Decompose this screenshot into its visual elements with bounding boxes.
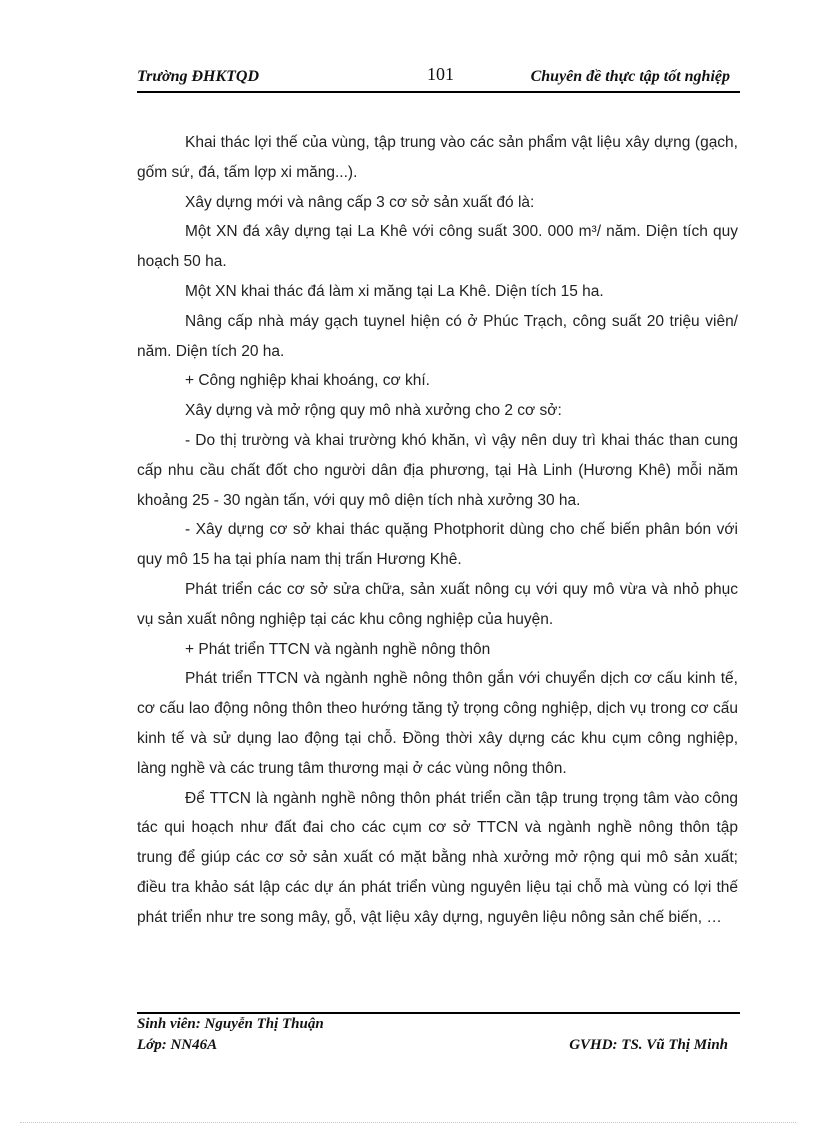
student-name: Sinh viên: Nguyễn Thị Thuận	[137, 1016, 324, 1032]
page-footer	[137, 1016, 740, 1060]
paragraph: Phát triển các cơ sở sửa chữa, sản xuất nông cụ với quy mô vừa và nhỏ phục vụ sản xuất nông nghiệp tại các khu công nghiệp của huyện.	[137, 580, 738, 628]
paragraph: - Do thị trường và khai trường khó khăn, vì vậy nên duy trì khai thác than cung cấp nhu cầu chất đốt cho người dân địa phương, tại Hà Linh (Hương Khê) mỗi năm khoảng 25 - 30 ngàn tấn, với quy mô diện tích nhà xưởng 30 ha.	[137, 431, 738, 509]
paragraph: Phát triển TTCN và ngành nghề nông thôn gắn với chuyển dịch cơ cấu kinh tế, cơ cấu lao động nông thôn theo hướng tăng tỷ trọng công nghiệp, dịch vụ trong cơ cấu kinh tế và sử dụng lao động tại chỗ. Đồng thời xây dựng các khu cụm công nghiệp, làng nghề và các trung tâm thương mại ở các vùng nông thôn.	[137, 670, 738, 777]
school-name: Trường ĐHKTQD	[137, 68, 260, 85]
footer-rule	[137, 1012, 740, 1014]
paragraph: Xây dựng và mở rộng quy mô nhà xưởng cho 2 cơ sở:	[185, 402, 562, 420]
paragraph: + Phát triển TTCN và ngành nghề nông thôn	[185, 640, 491, 658]
paragraph: - Xây dựng cơ sở khai thác quặng Photphorit dùng cho chế biến phân bón với quy mô 15 ha tại phía nam thị trấn Hương Khê.	[137, 521, 738, 569]
header-rule	[137, 91, 740, 93]
paragraph: + Công nghiệp khai khoáng, cơ khí.	[185, 372, 430, 390]
document-body	[137, 128, 738, 933]
advisor-name: GVHD: TS. Vũ Thị Minh	[569, 1037, 728, 1053]
page-number: 101	[427, 64, 454, 84]
document-topic: Chuyên đề thực tập tốt nghiệp	[530, 68, 730, 85]
paragraph: Nâng cấp nhà máy gạch tuynel hiện có ở Phúc Trạch, công suất 20 triệu viên/ năm. Diện tích 20 ha.	[137, 312, 738, 360]
paragraph: Xây dựng mới và nâng cấp 3 cơ sở sản xuất đó là:	[185, 193, 535, 211]
student-class: Lớp: NN46A	[137, 1037, 218, 1053]
paragraph: Một XN khai thác đá làm xi măng tại La Khê. Diện tích 15 ha.	[185, 282, 604, 300]
paragraph: Khai thác lợi thế của vùng, tập trung vào các sản phẩm vật liệu xây dựng (gạch, gốm sứ, đá, tấm lợp xi măng...).	[137, 134, 738, 181]
paragraph: Để TTCN là ngành nghề nông thôn phát triển cần tập trung trọng tâm vào công tác qui hoạch như đất đai cho các cụm cơ sở TTCN và ngành nghề nông thôn tập trung để giúp các cơ sở sản xuất có mặt bằng nhà xưởng mở rộng qui mô sản xuất; điều tra khảo sát lập các dự án phát triển vùng nguyên liệu tại chỗ mà vùng có lợi thế phát triển như tre song mây, gỗ, vật liệu xây dựng, nguyên liệu nông sản chế biến, …	[137, 789, 738, 926]
page-header	[137, 64, 740, 92]
paragraph: Một XN đá xây dựng tại La Khê với công suất 300. 000 m³/ năm. Diện tích quy hoạch 50 ha.	[137, 223, 738, 271]
